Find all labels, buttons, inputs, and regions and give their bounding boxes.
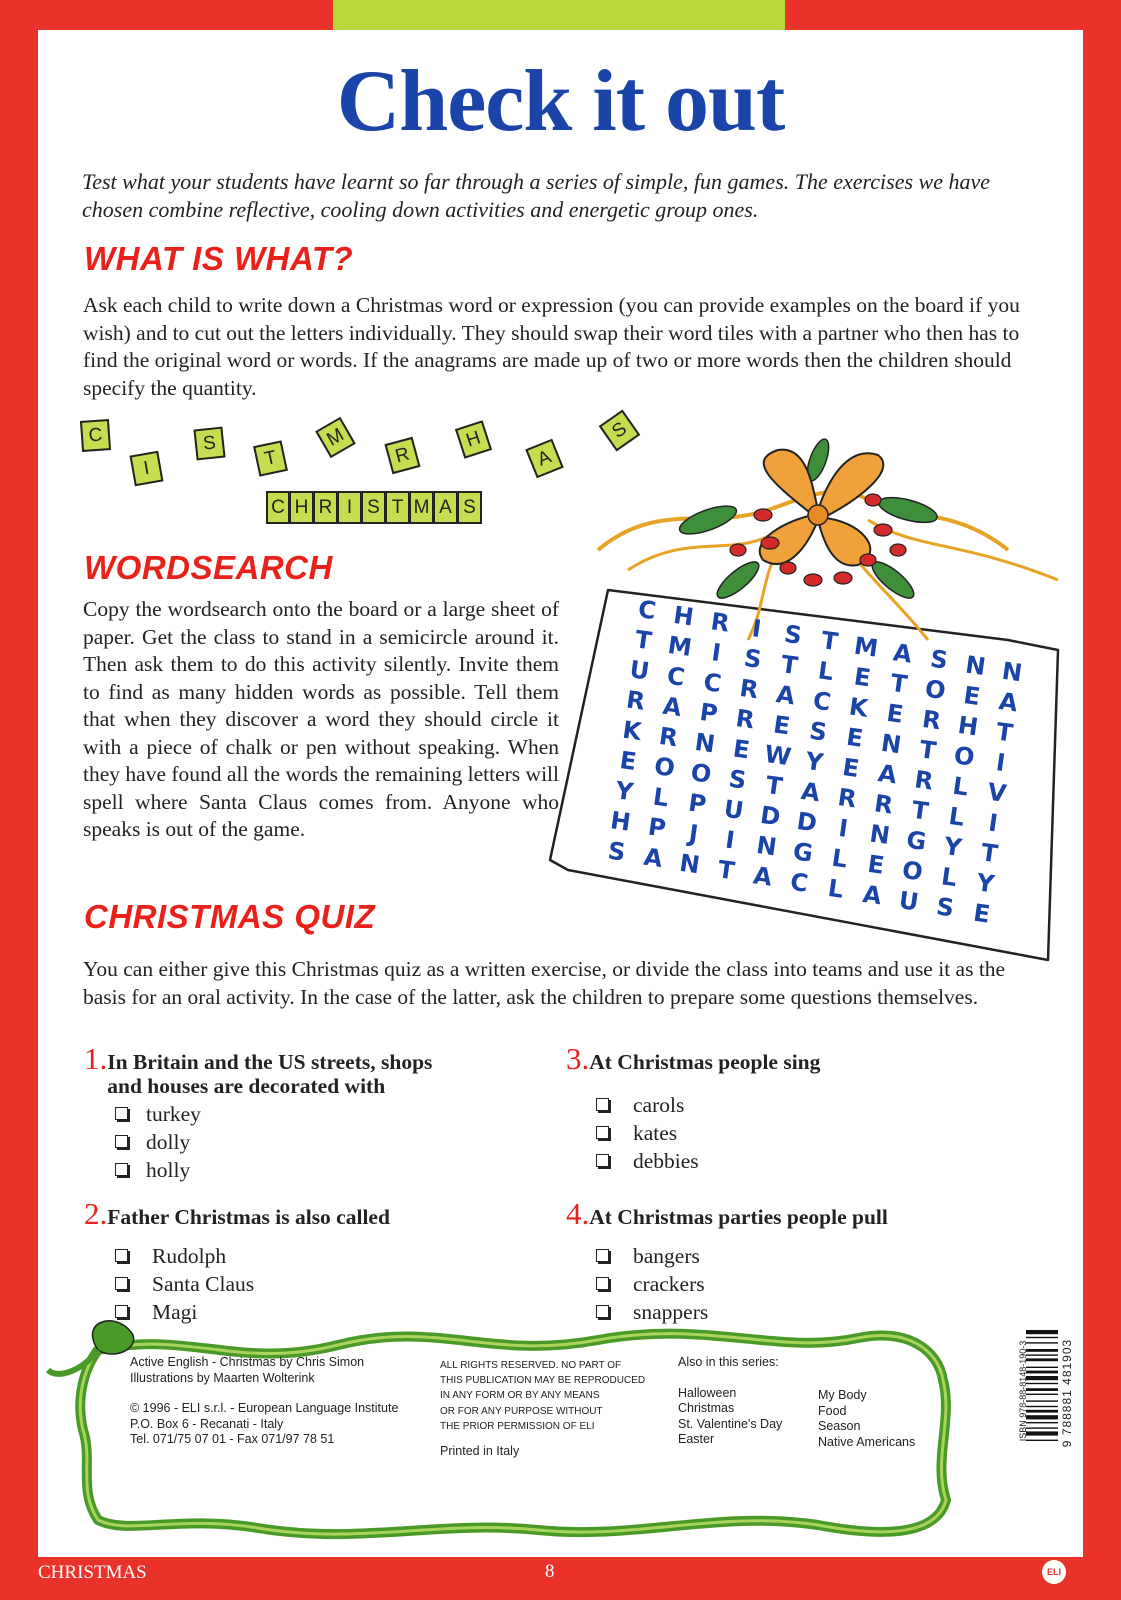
holly-leaf — [676, 500, 739, 539]
barcode-bar — [1026, 1342, 1058, 1343]
wordsearch-letter[interactable]: R — [709, 607, 732, 638]
barcode-number: 9 788881 481903 — [1060, 1338, 1074, 1448]
wordsearch-letter[interactable]: E — [865, 849, 887, 880]
wordsearch-letter[interactable]: A — [661, 691, 684, 723]
quiz-option[interactable]: Santa Claus — [115, 1270, 484, 1298]
barcode-bar — [1026, 1383, 1058, 1384]
series-item[interactable]: Christmas — [678, 1401, 735, 1415]
printed-in: Printed in Italy — [440, 1444, 520, 1459]
wordsearch-letter[interactable]: C — [636, 594, 658, 626]
answer-tile: C — [266, 491, 290, 524]
wordsearch-letter[interactable]: T — [716, 855, 737, 886]
wordsearch-letter[interactable]: L — [829, 843, 850, 874]
series-list — [678, 1355, 818, 1448]
series-item[interactable]: Native Americans — [818, 1434, 916, 1449]
wordsearch-letter[interactable]: U — [897, 886, 921, 917]
barcode-bar — [1026, 1354, 1058, 1355]
credits-block — [130, 1355, 430, 1448]
wordsearch-letter[interactable]: E — [844, 722, 865, 753]
quiz-option[interactable]: bangers — [596, 1242, 986, 1270]
wordsearch-letter[interactable]: N — [693, 728, 717, 759]
quiz-option[interactable]: kates — [596, 1119, 986, 1147]
wordsearch-letter[interactable]: Y — [613, 776, 635, 807]
letter-tile: H — [455, 420, 492, 458]
rights-line: IN ANY FORM OR BY ANY MEANS — [440, 1390, 600, 1402]
wordsearch-letter[interactable]: N — [754, 831, 779, 862]
letter-tile: M — [315, 417, 356, 458]
barcode-bar — [1026, 1349, 1058, 1352]
wordsearch-letter[interactable]: S — [934, 892, 956, 923]
wordsearch-letter[interactable]: D — [758, 800, 783, 832]
quiz-option[interactable]: turkey — [115, 1100, 484, 1128]
letter-tile: S — [193, 427, 225, 461]
barcode-bar — [1026, 1427, 1058, 1428]
barcode-bar — [1026, 1330, 1058, 1334]
letter-tile: I — [130, 451, 164, 487]
isbn-text: ISBN 978-88-8148-190-3 — [1018, 1340, 1028, 1442]
wordsearch-letter[interactable]: S — [727, 764, 749, 795]
wordsearch-letter[interactable]: L — [651, 782, 671, 813]
question-number: 3. — [566, 1041, 590, 1076]
wordsearch-letter[interactable]: K — [620, 715, 644, 747]
barcode-bar — [1026, 1388, 1058, 1391]
question-number: 4. — [566, 1196, 590, 1231]
wordsearch-letter[interactable]: M — [852, 631, 880, 663]
quiz-option[interactable]: carols — [596, 1091, 986, 1119]
wordsearch-letter[interactable]: R — [737, 673, 761, 705]
answer-tile: R — [314, 491, 338, 524]
quiz-option[interactable]: holly — [115, 1156, 484, 1184]
rights-notice — [440, 1358, 660, 1460]
page-title: Check it out — [336, 53, 785, 150]
wordsearch-letter[interactable]: U — [722, 794, 746, 826]
series-item[interactable]: Easter — [678, 1432, 715, 1446]
wordsearch-letter[interactable]: N — [1000, 656, 1025, 688]
wordsearch-letter[interactable]: O — [952, 741, 977, 772]
wordsearch-letter[interactable]: J — [687, 819, 700, 849]
wordsearch-letter[interactable]: E — [731, 734, 752, 765]
page-number: 8 — [545, 1561, 555, 1582]
publisher-address: P.O. Box 6 - Recanati - Italy — [130, 1416, 284, 1431]
answer-tile: T — [386, 491, 410, 524]
checkbox-icon[interactable] — [596, 1277, 609, 1290]
wordsearch-letter[interactable]: W — [762, 739, 793, 772]
wordsearch-letter[interactable]: L — [826, 873, 846, 904]
wordsearch-letter[interactable]: E — [852, 662, 873, 693]
wordsearch-letter[interactable]: E — [618, 746, 639, 777]
barcode-bar — [1026, 1371, 1058, 1374]
wordsearch-letter[interactable]: V — [985, 777, 1009, 809]
wordsearch-letter[interactable]: R — [912, 765, 936, 796]
wordsearch-letter[interactable]: G — [904, 825, 929, 857]
wordsearch-letter[interactable]: S — [742, 643, 764, 674]
barcode-bar — [1026, 1337, 1058, 1338]
wordsearch-letter[interactable]: A — [876, 759, 899, 790]
barcode-bar — [1026, 1415, 1058, 1419]
wordsearch-letter[interactable]: P — [646, 812, 668, 843]
book-title: Active English - Christmas — [130, 1355, 276, 1369]
barcode — [982, 1322, 1074, 1472]
intro-text: Test what your students have learnt so far through a series of simple, fun games. The exercises we have chosen combine reflective, cooling down activities and energetic group ones. — [82, 169, 991, 222]
footer-section-label: CHRISTMAS — [38, 1562, 147, 1583]
wordsearch-letter[interactable]: O — [652, 751, 677, 783]
quiz-option[interactable]: Rudolph — [115, 1242, 484, 1270]
wordsearch-letter[interactable]: L — [947, 801, 967, 832]
checkbox-icon[interactable] — [115, 1277, 128, 1290]
wordsearch-letter[interactable]: E — [771, 710, 792, 741]
series-item[interactable]: Food — [818, 1403, 847, 1418]
wordsearch-letter[interactable]: R — [920, 704, 943, 736]
quiz-body: You can either give this Christmas quiz as a written exercise, or divide the class into teams and use it as the basis for an oral activity. In the case of the latter, ask the children to prepare some questions themselves. — [83, 957, 1006, 1009]
wordsearch-letter[interactable]: I — [836, 813, 850, 843]
wordsearch-letter[interactable]: I — [994, 748, 1008, 778]
question-text: At Christmas people sing — [589, 1050, 821, 1074]
answer-tile: S — [458, 491, 482, 524]
question-number: 1. — [84, 1041, 108, 1076]
wordsearch-letter[interactable]: M — [666, 630, 694, 663]
wordsearch-letter[interactable]: T — [979, 838, 1000, 869]
wordsearch-letter[interactable]: R — [624, 685, 647, 716]
wordsearch-letter[interactable]: I — [986, 808, 1000, 838]
checkbox-icon[interactable] — [115, 1135, 128, 1148]
wordsearch-letter[interactable]: A — [891, 638, 914, 669]
wordsearch-letter[interactable]: Y — [974, 868, 997, 899]
wordsearch-letter[interactable]: A — [751, 861, 774, 892]
letter-tile: R — [384, 437, 420, 474]
quiz-option[interactable]: crackers — [596, 1270, 986, 1298]
holly-leaf — [712, 556, 763, 603]
wordsearch-letter[interactable]: O — [689, 758, 714, 789]
ribbon-bow — [93, 1321, 134, 1354]
answer-tile: A — [434, 491, 458, 524]
wordsearch-letter[interactable]: E — [840, 753, 861, 784]
wordsearch-letter[interactable]: R — [872, 789, 895, 820]
wordsearch-letter[interactable]: C — [811, 686, 833, 717]
wordsearch-letter[interactable]: I — [723, 825, 737, 855]
barcode-bar — [1026, 1406, 1058, 1407]
quiz-question-1 — [84, 1041, 484, 1184]
checkbox-icon[interactable] — [115, 1107, 128, 1120]
wordsearch-letter[interactable]: T — [917, 735, 938, 766]
wordsearch-letter[interactable]: T — [633, 625, 654, 656]
quiz-option[interactable]: debbies — [596, 1147, 986, 1175]
wordsearch-letter[interactable]: T — [779, 650, 800, 681]
letter-tile: C — [80, 419, 111, 452]
barcode-bar — [1026, 1376, 1058, 1380]
wordsearch-letter[interactable]: A — [799, 776, 822, 808]
barcode-bar — [1026, 1410, 1058, 1413]
answer-word-strip — [266, 491, 482, 524]
wordsearch-letter[interactable]: D — [795, 807, 819, 838]
series-item[interactable]: St. Valentine's Day — [678, 1416, 783, 1431]
question-number: 2. — [84, 1196, 108, 1231]
wordsearch-letter[interactable]: R — [836, 783, 859, 814]
wordsearch-letter[interactable]: A — [861, 879, 884, 911]
wordsearch-letter[interactable]: P — [698, 697, 720, 729]
wordsearch-letter[interactable]: R — [734, 704, 757, 735]
rights-line: OR FOR ANY PURPOSE WITHOUT — [440, 1405, 603, 1417]
wordsearch-letter[interactable]: S — [928, 644, 950, 675]
heading-wordsearch: WORDSEARCH — [84, 549, 333, 586]
wordsearch-letter[interactable]: C — [701, 667, 724, 698]
wordsearch-letter[interactable]: T — [764, 770, 785, 801]
wordsearch-letter[interactable]: A — [774, 680, 797, 711]
checkbox-icon[interactable] — [115, 1249, 128, 1262]
wordsearch-letter[interactable]: T — [994, 717, 1015, 748]
wordsearch-letter[interactable]: N — [963, 650, 988, 682]
checkbox-icon[interactable] — [596, 1154, 609, 1167]
question-text: At Christmas parties people pull — [589, 1205, 888, 1229]
barcode-bar — [1026, 1431, 1058, 1435]
illustrator: Illustrations by Maarten Wolterink — [130, 1370, 315, 1385]
wordsearch-letter[interactable]: G — [791, 837, 815, 868]
wordsearch-letter[interactable]: K — [847, 692, 870, 723]
answer-tile: S — [362, 491, 386, 524]
heading-christmas-quiz: CHRISTMAS QUIZ — [84, 898, 376, 935]
wordsearch-letter[interactable]: R — [657, 721, 680, 753]
quiz-option[interactable]: dolly — [115, 1128, 484, 1156]
wordsearch-letter[interactable]: S — [606, 836, 628, 867]
wordsearch-letter[interactable]: L — [950, 771, 970, 802]
wordsearch-letter[interactable]: H — [608, 806, 633, 837]
eli-logo-icon: ELI — [1042, 1560, 1066, 1584]
rights-line: THIS PUBLICATION MAY BE REPRODUCED — [440, 1375, 646, 1387]
wordsearch-letter[interactable]: E — [971, 898, 992, 929]
answer-tile: I — [338, 491, 362, 524]
heading-what-is-what: WHAT IS WHAT? — [84, 240, 354, 277]
wordsearch-letter[interactable]: I — [750, 614, 763, 644]
barcode-bar — [1026, 1422, 1058, 1423]
publisher-phone: Tel. 071/75 07 01 - Fax 071/97 78 51 — [130, 1432, 335, 1446]
wordsearch-letter[interactable]: S — [807, 716, 829, 747]
series-item[interactable]: My Body — [818, 1388, 867, 1402]
series-item[interactable]: Season — [818, 1419, 861, 1433]
barcode-bar — [1026, 1358, 1058, 1361]
checkbox-icon[interactable] — [596, 1126, 609, 1139]
wordsearch-letter[interactable]: T — [888, 668, 909, 699]
rights-line: THE PRIOR PERMISSION OF ELI — [440, 1420, 595, 1432]
wordsearch-gift-illustration — [538, 400, 1083, 1000]
quiz-question-3 — [566, 1041, 986, 1175]
wordsearch-letter[interactable]: O — [923, 674, 948, 706]
wordsearch-letter[interactable]: T — [819, 626, 840, 657]
wordsearch-letter[interactable]: N — [677, 848, 702, 880]
checkbox-icon[interactable] — [596, 1249, 609, 1262]
answer-tile: H — [290, 491, 314, 524]
series-label: Also in this series: — [678, 1355, 779, 1369]
wordsearch-letter[interactable]: C — [788, 867, 810, 898]
checkbox-icon[interactable] — [115, 1163, 128, 1176]
copyright-line: © 1996 - ELI s.r.l. - European Language Institute — [130, 1401, 399, 1415]
wordsearch-letter[interactable]: H — [956, 711, 980, 742]
quiz-option[interactable]: snappers — [596, 1298, 986, 1326]
wordsearch-letter[interactable]: L — [816, 656, 836, 687]
wordsearch-letter[interactable]: O — [900, 855, 925, 887]
wordsearch-letter[interactable]: U — [627, 655, 652, 686]
rights-line: ALL RIGHTS RESERVED. NO PART OF — [440, 1360, 622, 1371]
wordsearch-letter[interactable]: E — [961, 681, 982, 712]
what-is-what-body: Ask each child to write down a Christmas word or expression (you can provide examples on the board if you wish) and to cut out the letters individually. They should swap their word tiles with a partner who then has to find the original word or words. If the anagrams are made up of two or more words then the children should specify the quantity. — [83, 293, 1020, 400]
wordsearch-letter[interactable]: C — [665, 661, 687, 692]
holly-leaf — [876, 493, 939, 528]
wordsearch-letter[interactable]: I — [709, 638, 723, 668]
question-text: In Britain and the US streets, shops and houses are decorated with — [107, 1050, 433, 1098]
series-list-col2 — [818, 1388, 948, 1450]
wordsearch-letter[interactable]: N — [879, 728, 904, 760]
wordsearch-letter[interactable]: E — [884, 698, 906, 729]
letter-tile: A — [525, 439, 564, 479]
wordsearch-letter[interactable]: A — [997, 687, 1020, 718]
wordsearch-letter[interactable]: L — [939, 862, 959, 893]
letter-tile: S — [599, 409, 641, 451]
wordsearch-body: Copy the wordsearch onto the board or a large sheet of paper. Get the class to stand in a semicircle around it. Then ask them to do this activity silently. Invite them to find as many hidden words as possible. Tell them that when they discover a word they should circle it with a piece of chalk or pen without speaking. When they have found all the words the remaining letters will spell where Santa Claus comes from. Anyone who speaks is out of the game. — [83, 597, 559, 841]
wordsearch-letter[interactable]: S — [782, 619, 804, 650]
wordsearch-letter[interactable]: T — [910, 795, 931, 826]
wordsearch-letter[interactable]: H — [671, 601, 696, 632]
top-accent-tab — [333, 0, 785, 32]
page-sheet — [38, 30, 1083, 1557]
barcode-bar — [1026, 1394, 1058, 1395]
wordsearch-letter[interactable]: Y — [942, 832, 964, 863]
wordsearch-letter[interactable]: Y — [803, 746, 825, 777]
barcode-bar — [1026, 1400, 1058, 1401]
bow-knot — [808, 505, 828, 525]
letter-tile: T — [253, 440, 288, 476]
answer-tile: M — [410, 491, 434, 524]
wordsearch-letter[interactable]: A — [642, 842, 665, 874]
checkbox-icon[interactable] — [596, 1098, 609, 1111]
barcode-bar — [1026, 1440, 1058, 1441]
quiz-option[interactable]: Magi — [115, 1298, 484, 1326]
book-author: by Chris Simon — [279, 1355, 365, 1369]
wordsearch-letter[interactable]: N — [867, 819, 892, 850]
question-text: Father Christmas is also called — [107, 1205, 390, 1229]
series-item[interactable]: Halloween — [678, 1385, 737, 1400]
barcode-bar — [1026, 1367, 1058, 1368]
wordsearch-letter[interactable]: P — [686, 788, 708, 819]
